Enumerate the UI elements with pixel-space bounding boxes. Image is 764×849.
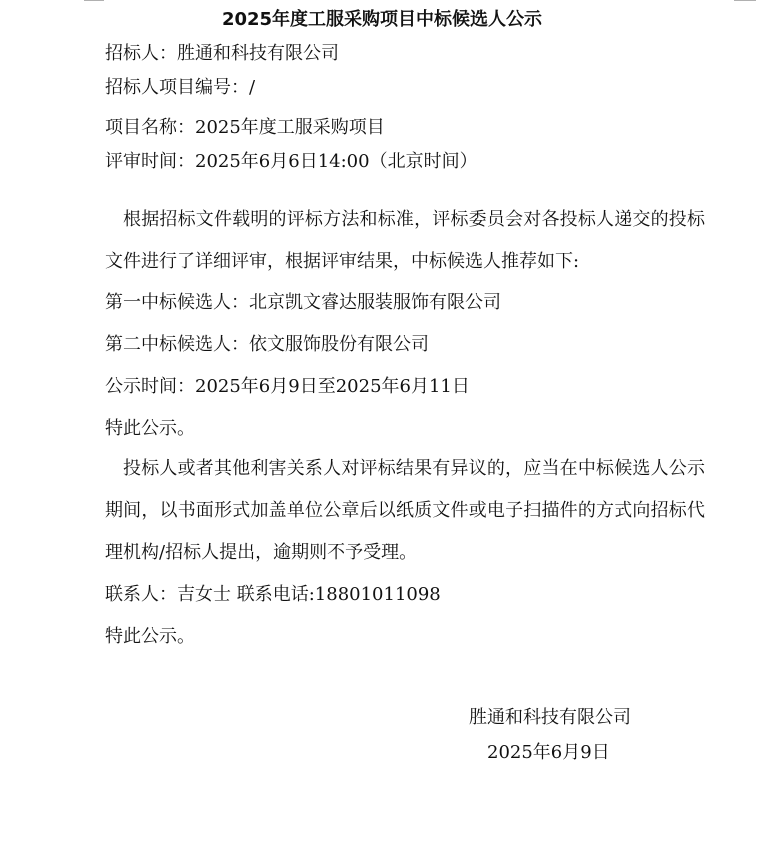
signature-date: 2025年6月9日 [487,742,610,763]
notice-line-1: 特此公示。 [105,418,195,439]
second-candidate-line: 第二中标候选人：依文服饰股份有限公司 [105,334,429,355]
review-time-line: 评审时间：2025年6月6日14:00（北京时间） [105,151,478,172]
document-title: 2025年度工服采购项目中标候选人公示 [221,9,543,30]
contact-line: 联系人：吉女士 联系电话:18801011098 [105,584,441,605]
notice-line-2: 特此公示。 [105,626,195,647]
page-corner-mark-left [84,0,104,1]
first-candidate-line: 第一中标候选人：北京凯文睿达服装服饰有限公司 [105,292,501,313]
project-name-line: 项目名称：2025年度工服采购项目 [105,117,385,138]
tenderer-line: 招标人：胜通和科技有限公司 [105,43,339,64]
tenderer-project-number-line: 招标人项目编号：/ [105,77,256,98]
page-corner-mark-right [734,0,756,1]
evaluation-intro-paragraph: 根据招标文件载明的评标方法和标准，评标委员会对各投标人递交的投标文件进行了详细评审，根据评审结果，中标候选人推荐如下: [105,209,705,272]
signature-company: 胜通和科技有限公司 [469,707,631,728]
objection-paragraph: 投标人或者其他利害关系人对评标结果有异议的，应当在中标候选人公示期间，以书面形式加盖单位公章后以纸质文件或电子扫描件的方式向招标代理机构/招标人提出，逾期则不予受理。 [105,458,705,563]
publicity-period-line: 公示时间：2025年6月9日至2025年6月11日 [105,376,470,397]
